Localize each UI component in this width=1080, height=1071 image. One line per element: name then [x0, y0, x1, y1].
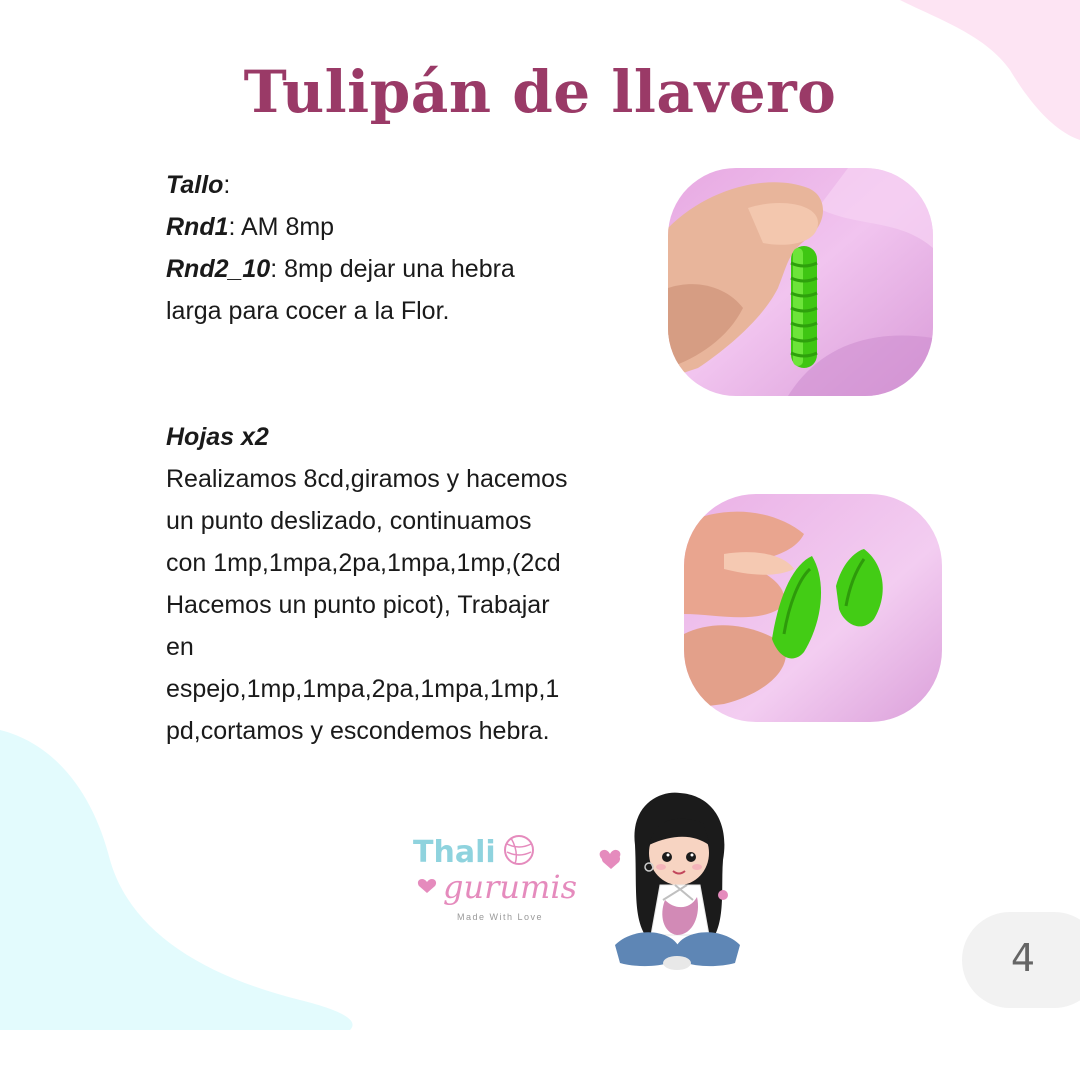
rnd1-label: Rnd1 [166, 213, 229, 241]
tallo-heading-line [166, 164, 626, 206]
page-number: 4 [1010, 936, 1036, 980]
hojas-heading: Hojas x2 [166, 423, 269, 451]
hojas-line: Hacemos un punto picot), Trabajar [166, 591, 550, 619]
tallo-instructions [166, 164, 626, 332]
heart-icon [598, 848, 622, 870]
heart-icon [418, 879, 436, 893]
leaves-photo [684, 494, 942, 722]
hojas-line: pd,cortamos y escondemos hebra. [166, 717, 550, 745]
logo-line1: Thali [413, 835, 496, 870]
logo-tagline: Made With Love [457, 912, 544, 922]
rnd2-continuation: larga para cocer a la Flor. [166, 297, 450, 325]
stem-photo [668, 168, 933, 396]
brand-logo [405, 820, 635, 930]
hojas-line: con 1mp,1mpa,2pa,1mpa,1mp,(2cd [166, 549, 561, 577]
logo-line2: gurumis [443, 868, 577, 906]
rnd2-text: : 8mp dejar una hebra [270, 255, 515, 283]
page-title: Tulipán de llavero [243, 58, 837, 126]
hojas-line: espejo,1mp,1mpa,2pa,1mpa,1mp,1 [166, 675, 560, 703]
rnd1-text: : AM 8mp [228, 213, 335, 241]
tallo-heading: Tallo [166, 171, 224, 199]
hojas-line: Realizamos 8cd,giramos y hacemos [166, 465, 568, 493]
girl-illustration [605, 785, 750, 985]
hojas-line: un punto deslizado, continuamos [166, 507, 532, 535]
hojas-instructions [166, 416, 656, 752]
rnd2-line [166, 248, 626, 290]
rnd2-label: Rnd2_10 [166, 255, 271, 283]
hojas-line: en [166, 633, 194, 661]
yarn-ball-icon [505, 836, 533, 864]
rnd1-line [166, 206, 626, 248]
tallo-heading-suffix: : [223, 171, 231, 199]
